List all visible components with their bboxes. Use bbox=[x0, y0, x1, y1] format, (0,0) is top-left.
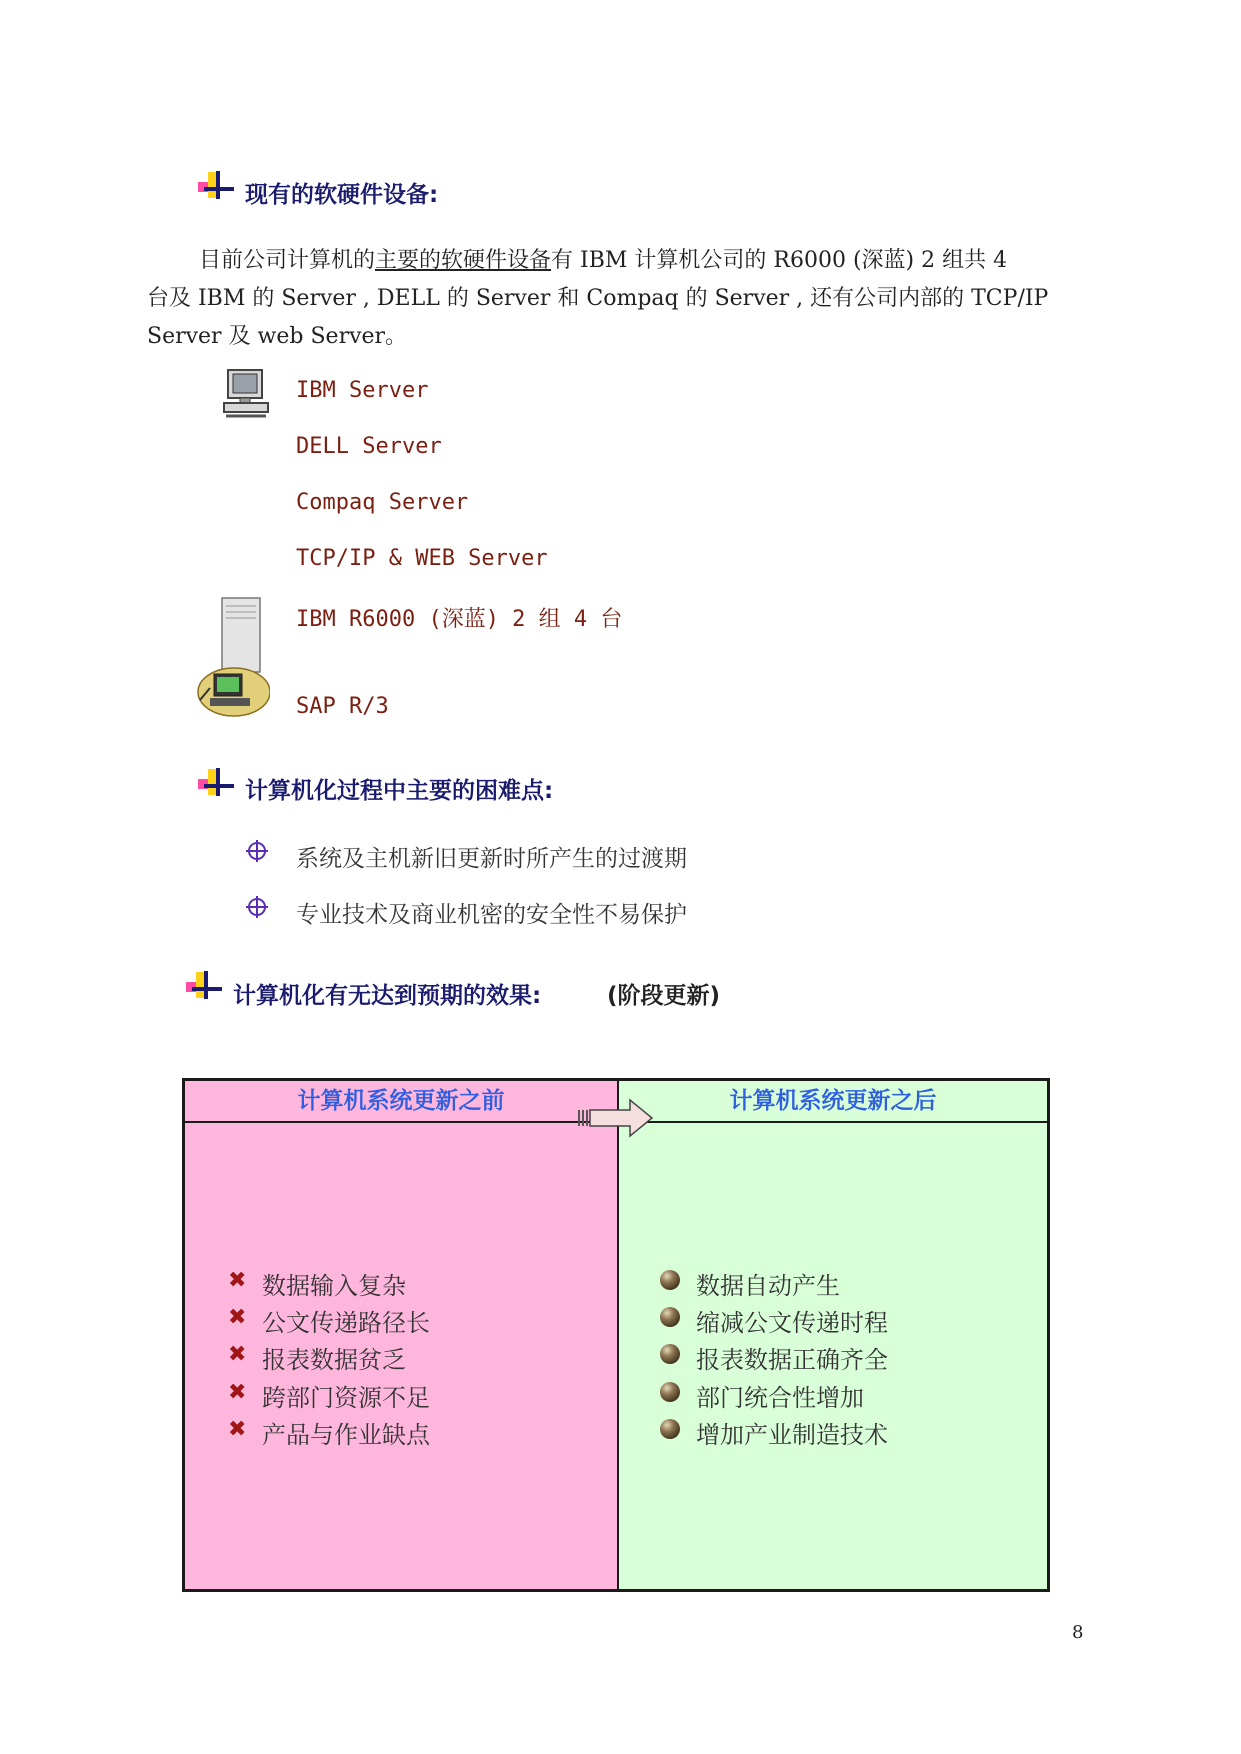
heading-bullet-icon bbox=[198, 765, 236, 799]
computer-icon bbox=[220, 368, 272, 420]
before-item: 报表数据贫乏 bbox=[262, 1346, 406, 1374]
after-item: 数据自动产生 bbox=[696, 1272, 840, 1300]
x-mark-icon: ✖ bbox=[228, 1342, 247, 1367]
para-text-2: 有 IBM 计算机公司的 R6000 (深蓝) 2 组共 4 bbox=[551, 248, 1008, 273]
before-column-title: 计算机系统更新之前 bbox=[185, 1081, 617, 1123]
arrow-right-icon bbox=[574, 1098, 654, 1140]
section-heading-difficulties: 计算机化过程中主要的困难点: bbox=[245, 778, 554, 804]
bullet-ball-icon bbox=[660, 1419, 680, 1439]
x-mark-icon: ✖ bbox=[228, 1268, 247, 1293]
after-item: 增加产业制造技术 bbox=[696, 1421, 888, 1449]
x-mark-icon: ✖ bbox=[228, 1380, 247, 1405]
difficulty-item: 系统及主机新旧更新时所产生的过渡期 bbox=[296, 846, 687, 872]
section-heading-hardware: 现有的软硬件设备: bbox=[245, 182, 439, 208]
bullet-ball-icon bbox=[660, 1270, 680, 1290]
x-mark-icon: ✖ bbox=[228, 1417, 247, 1442]
hardware-item: IBM Server bbox=[296, 378, 429, 403]
page-number: 8 bbox=[1072, 1622, 1084, 1643]
server-workstation-icon bbox=[196, 596, 270, 718]
para-line-2: 台及 IBM 的 Server , DELL 的 Server 和 Compaq 的 Server , 还有公司内部的 TCP/IP bbox=[147, 286, 1049, 311]
para-line-3: Server 及 web Server。 bbox=[147, 324, 408, 349]
section-heading-effects-note: (阶段更新) bbox=[607, 983, 721, 1009]
bullet-ball-icon bbox=[660, 1382, 680, 1402]
heading-bullet-icon bbox=[186, 968, 224, 1002]
para-text-1: 目前公司计算机的 bbox=[199, 248, 376, 273]
after-item: 部门统合性增加 bbox=[696, 1384, 864, 1412]
heading-bullet-icon bbox=[198, 168, 236, 202]
intro-paragraph bbox=[147, 242, 1097, 356]
crosshair-bullet-icon bbox=[246, 840, 268, 862]
x-mark-icon: ✖ bbox=[228, 1305, 247, 1330]
hardware-item: Compaq Server bbox=[296, 490, 469, 515]
bullet-ball-icon bbox=[660, 1344, 680, 1364]
after-item: 缩减公文传递时程 bbox=[696, 1309, 888, 1337]
before-item: 产品与作业缺点 bbox=[262, 1421, 430, 1449]
bullet-ball-icon bbox=[660, 1307, 680, 1327]
hardware-item: DELL Server bbox=[296, 434, 442, 459]
before-item: 公文传递路径长 bbox=[262, 1309, 430, 1337]
hardware-item: SAP R/3 bbox=[296, 694, 389, 719]
before-item: 跨部门资源不足 bbox=[262, 1384, 430, 1412]
hardware-item: TCP/IP & WEB Server bbox=[296, 546, 548, 571]
after-column-title: 计算机系统更新之后 bbox=[619, 1081, 1047, 1123]
para-underlined: 主要的软硬件设备 bbox=[375, 248, 552, 273]
crosshair-bullet-icon bbox=[246, 896, 268, 918]
before-item: 数据输入复杂 bbox=[262, 1272, 406, 1300]
section-heading-effects: 计算机化有无达到预期的效果: bbox=[233, 983, 542, 1009]
hardware-item: IBM R6000 (深蓝) 2 组 4 台 bbox=[296, 607, 623, 632]
difficulty-item: 专业技术及商业机密的安全性不易保护 bbox=[296, 902, 687, 928]
after-item: 报表数据正确齐全 bbox=[696, 1346, 888, 1374]
